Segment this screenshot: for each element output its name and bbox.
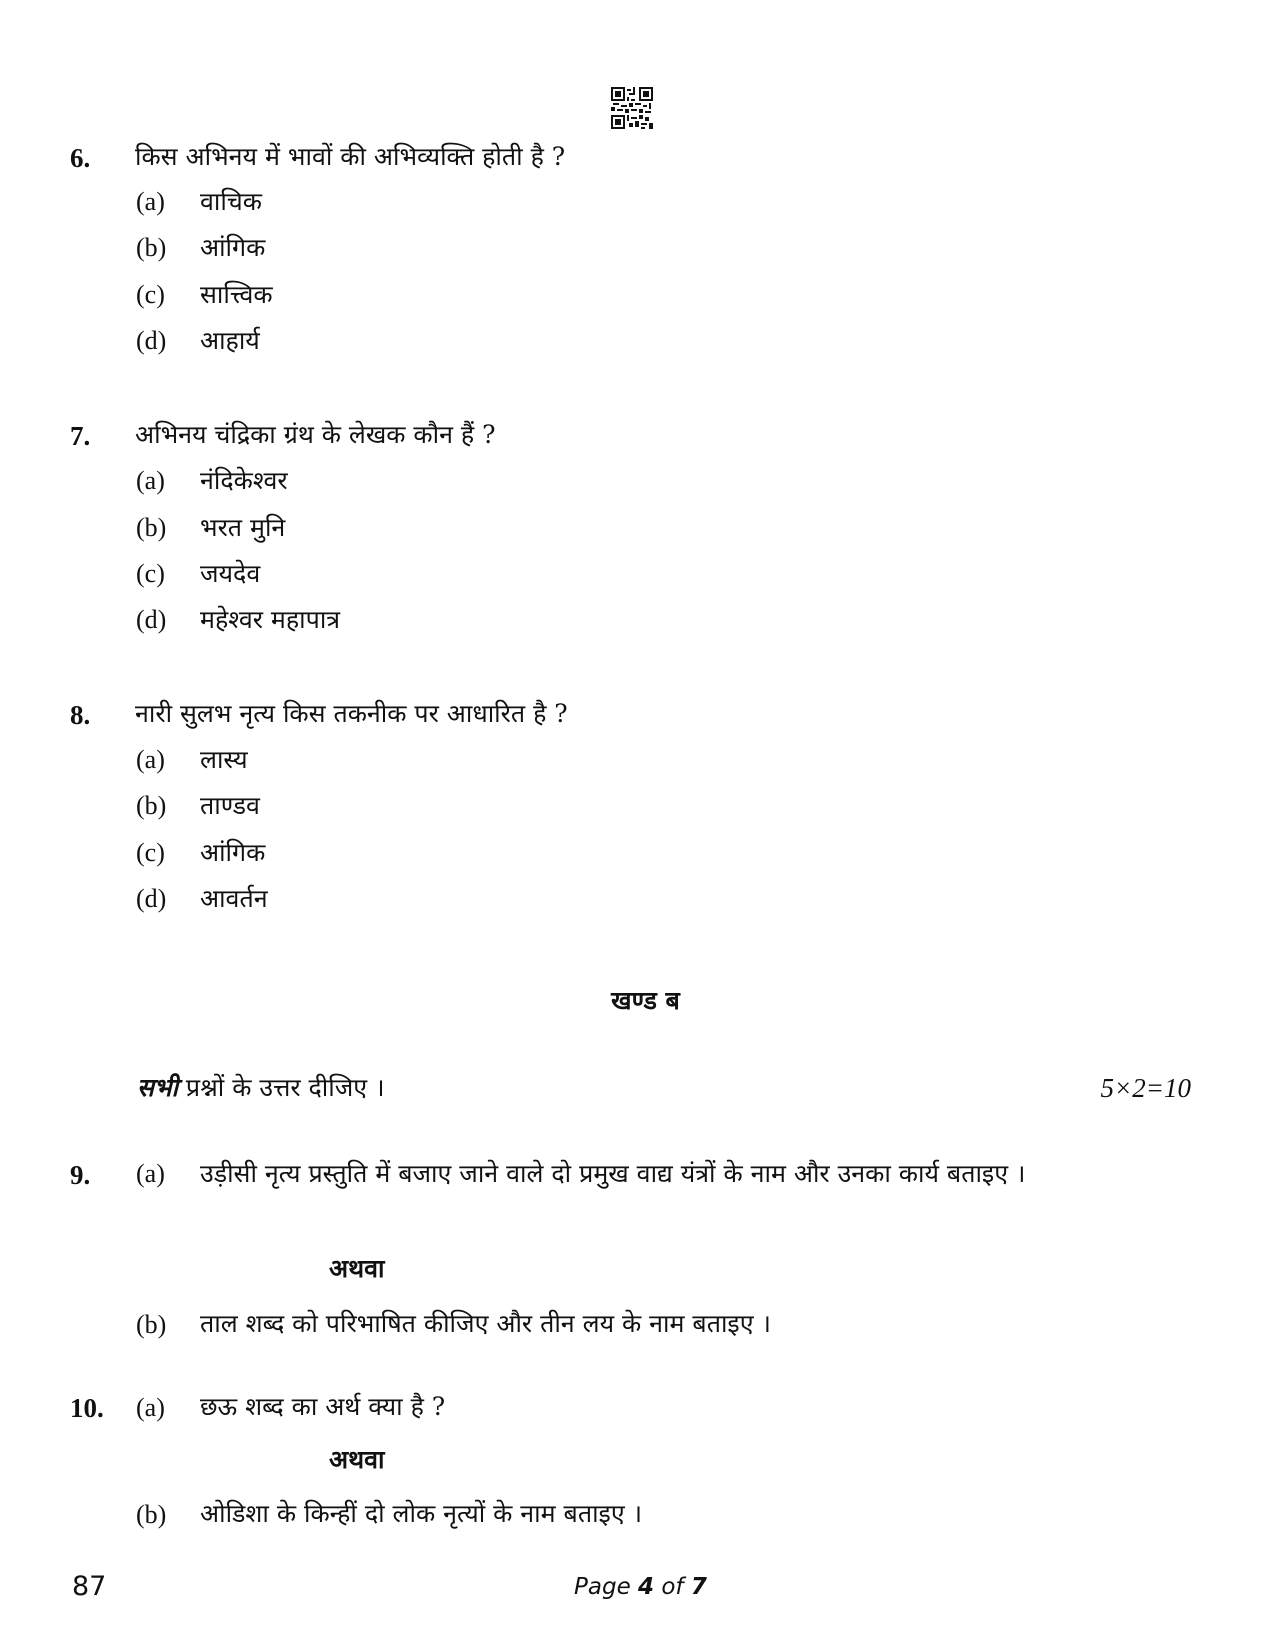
q6-option-d-letter: (d) <box>136 326 167 355</box>
question-10-number: 10. <box>70 1393 104 1423</box>
page-total: 7 <box>690 1574 707 1600</box>
section-b-instruction <box>137 1071 385 1105</box>
q8-option-c-text: आंगिक <box>200 838 266 867</box>
q8-option-b-letter: (b) <box>136 791 167 820</box>
q9-part-a-letter: (a) <box>136 1159 165 1188</box>
q6-option-b-letter: (b) <box>136 233 167 262</box>
page-current: 4 <box>638 1574 655 1600</box>
page-prefix: Page <box>574 1574 639 1600</box>
q10-part-a-text: छऊ शब्द का अर्थ क्या है ? <box>200 1392 446 1421</box>
q7-option-b-text: भरत मुनि <box>200 513 286 542</box>
q8-option-d-letter: (d) <box>136 884 167 913</box>
q10-or-label: अथवा <box>329 1445 385 1474</box>
q8-option-a-letter: (a) <box>136 745 165 774</box>
page-indicator <box>574 1570 707 1604</box>
question-7-text: अभिनय चंद्रिका ग्रंथ के लेखक कौन हैं ? <box>135 420 496 449</box>
q6-option-c-text: सात्त्विक <box>200 280 273 309</box>
q10-part-b-text: ओडिशा के किन्हीं दो लोक नृत्यों के नाम बताइए । <box>200 1499 643 1528</box>
q8-option-b-text: ताण्डव <box>200 791 260 820</box>
q8-option-d-text: आवर्तन <box>200 884 268 913</box>
section-b-marks: 5×2=10 <box>1100 1073 1191 1103</box>
question-6-text: किस अभिनय में भावों की अभिव्यक्ति होती है ? <box>135 142 566 171</box>
q9-part-b-letter: (b) <box>136 1310 167 1339</box>
question-9-number: 9. <box>70 1160 91 1190</box>
q9-or-label: अथवा <box>329 1254 385 1283</box>
qr-code-icon <box>611 87 653 129</box>
q9-part-a-text: उड़ीसी नृत्य प्रस्तुति में बजाए जाने वाले दो प्रमुख वाद्य यंत्रों के नाम और उनका कार्य बताइए । <box>200 1159 1026 1188</box>
instruction-emphasis: सभी <box>137 1073 178 1102</box>
q7-option-d-letter: (d) <box>136 605 167 634</box>
question-8-number: 8. <box>70 700 91 730</box>
paper-code: 87 <box>72 1571 107 1602</box>
q6-option-a-text: वाचिक <box>200 187 262 216</box>
q9-part-b-text: ताल शब्द को परिभाषित कीजिए और तीन लय के नाम बताइए । <box>200 1309 771 1338</box>
q10-part-b-letter: (b) <box>136 1500 167 1529</box>
question-7-number: 7. <box>70 421 91 451</box>
question-6-number: 6. <box>70 143 91 173</box>
q8-option-a-text: लास्य <box>200 745 248 774</box>
q7-option-c-letter: (c) <box>136 559 165 588</box>
q6-option-d-text: आहार्य <box>200 326 260 355</box>
q7-option-d-text: महेश्वर महापात्र <box>200 605 341 634</box>
page-mid: of <box>654 1574 691 1600</box>
instruction-text: प्रश्नों के उत्तर दीजिए । <box>177 1073 385 1102</box>
q7-option-c-text: जयदेव <box>200 559 261 588</box>
q6-option-c-letter: (c) <box>136 280 165 309</box>
q6-option-a-letter: (a) <box>136 187 165 216</box>
section-b-title: खण्ड ब <box>611 986 680 1015</box>
question-8-text: नारी सुलभ नृत्य किस तकनीक पर आधारित है ? <box>135 699 568 728</box>
q6-option-b-text: आंगिक <box>200 233 266 262</box>
q7-option-b-letter: (b) <box>136 513 167 542</box>
q7-option-a-letter: (a) <box>136 466 165 495</box>
q7-option-a-text: नंदिकेश्वर <box>200 466 288 495</box>
q10-part-a-letter: (a) <box>136 1393 165 1422</box>
q8-option-c-letter: (c) <box>136 838 165 867</box>
